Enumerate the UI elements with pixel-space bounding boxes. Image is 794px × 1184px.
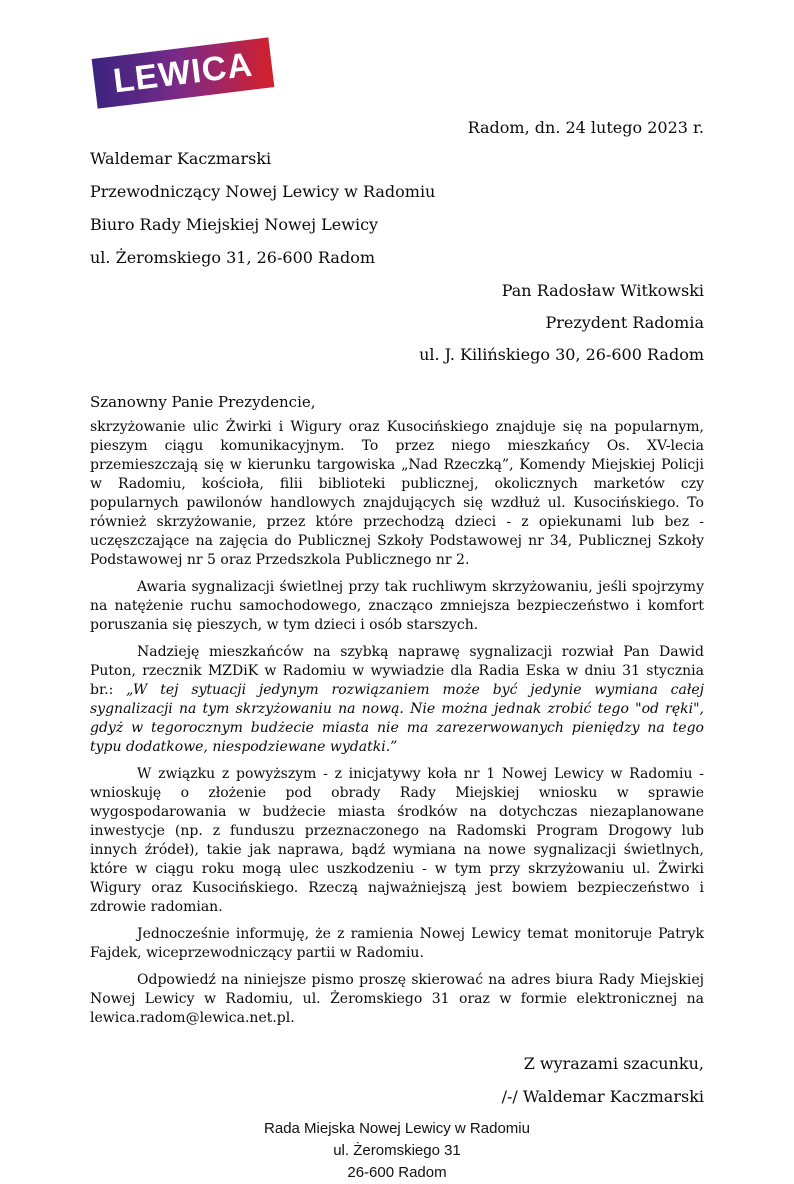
- closing-block: [90, 1054, 704, 1106]
- lewica-logo: [92, 37, 275, 108]
- footer-street: ul. Żeromskiego 31: [333, 1142, 461, 1159]
- closing-salute: Z wyrazami szacunku,: [523, 1054, 704, 1073]
- paragraph-1: skrzyżowanie ulic Żwirki i Wigury oraz Kusocińskiego znajduje się na popularnym, pieszym ciągu komunikacyjnym. To przez niego mieszkańcy Os. XV-lecia przemieszczają się w kierunku targowiska „Nad Rzeczką”, Komendy Miejskiej Policji w Radomiu, kościoła, filii biblioteki publicznej, okolicznych marketów czy popularnych pawilonów handlowych znajdujących się wzdłuż ul. Kusocińskiego. To również skrzyżowanie, przez które przechodzą dzieci - z opiekunami lub bez - uczęszczające na zajęcia do Publicznej Szkoły Podstawowej nr 34, Publicznej Szkoły Podstawowej nr 5 oraz Przedszkola Publicznego nr 2.: [90, 419, 704, 568]
- salutation: Szanowny Panie Prezydencie,: [90, 393, 316, 411]
- sender-name: Waldemar Kaczmarski: [90, 149, 272, 168]
- paragraph-3: [90, 643, 704, 757]
- sender-title: Przewodniczący Nowej Lewicy w Radomiu: [90, 182, 436, 201]
- recipient-block: [90, 281, 704, 364]
- footer-block: [90, 1118, 704, 1184]
- recipient-address: ul. J. Kilińskiego 30, 26-600 Radom: [419, 345, 704, 364]
- footer-city: 26-600 Radom: [347, 1164, 447, 1181]
- paragraph-2: Awaria sygnalizacji świetlnej przy tak ruchliwym skrzyżowaniu, jeśli spojrzymy na natężenie ruchu samochodowego, znacząco zmniejsza bezpieczeństwo i komfort poruszania się pieszych, w tym dzieci i osób starszych.: [90, 579, 704, 633]
- sender-office: Biuro Rady Miejskiej Nowej Lewicy: [90, 215, 379, 234]
- paragraph-4: W związku z powyższym - z inicjatywy koła nr 1 Nowej Lewicy w Radomiu - wnioskuję o złożenie pod obrady Rady Miejskiej wniosku w sprawie wygospodarowania w budżecie miasta środków na dotychczas niezaplanowane inwestycje (np. z funduszu przeznaczonego na Radomski Program Drogowy lub innych źródeł), takie jak naprawa, bądź wymiana na nowe sygnalizacji świetlnych, które w ciągu roku mogą ulec uszkodzeniu - w tym przy skrzyżowaniu ul. Żwirki Wigury oraz Kusocińskiego. Rzeczą najważniejszą jest bowiem bezpieczeństwo i zdrowie radomian.: [90, 766, 704, 915]
- lewica-logo-text: LEWICA: [111, 45, 255, 101]
- recipient-name: Pan Radosław Witkowski: [501, 281, 704, 300]
- paragraph-3-quote: „W tej sytuacji jedynym rozwiązaniem może być jedynie wymiana całej sygnalizacji na tym skrzyżowaniu na nową. Nie można jednak zrobić tego "od ręki", gdyż w tegorocznym budżecie miasta nie ma zarezerwowanych pieniędzy na tego typu dodatkowe, niespodziewane wydatki.”: [90, 682, 705, 755]
- letter-page: [0, 42, 794, 1181]
- logo-area: [90, 42, 704, 106]
- closing-signature: /-/ Waldemar Kaczmarski: [501, 1087, 704, 1106]
- paragraph-6: Odpowiedź na niniejsze pismo proszę skierować na adres biura Rady Miejskiej Nowej Lewicy w Radomiu, ul. Żeromskiego 31 oraz w formie elektronicznej na lewica.radom@lewica.net.pl.: [90, 972, 704, 1026]
- footer-org: Rada Miejska Nowej Lewicy w Radomiu: [264, 1120, 530, 1137]
- paragraph-5: Jednocześnie informuję, że z ramienia Nowej Lewicy temat monitoruje Patryk Fajdek, wiceprzewodniczący partii w Radomiu.: [90, 926, 704, 961]
- sender-address: ul. Żeromskiego 31, 26-600 Radom: [90, 248, 376, 267]
- paragraph-3-lead: Nadzieję mieszkańców na szybką naprawę sygnalizacji rozwiał Pan Dawid Puton, rzecznik MZDiK w Radomiu w wywiadzie dla Radia Eska w dniu 31 stycznia br.:: [90, 644, 704, 698]
- recipient-title: Prezydent Radomia: [545, 313, 704, 332]
- sender-block: [90, 149, 704, 267]
- letter-body: [90, 418, 704, 1028]
- dateline: Radom, dn. 24 lutego 2023 r.: [467, 118, 704, 137]
